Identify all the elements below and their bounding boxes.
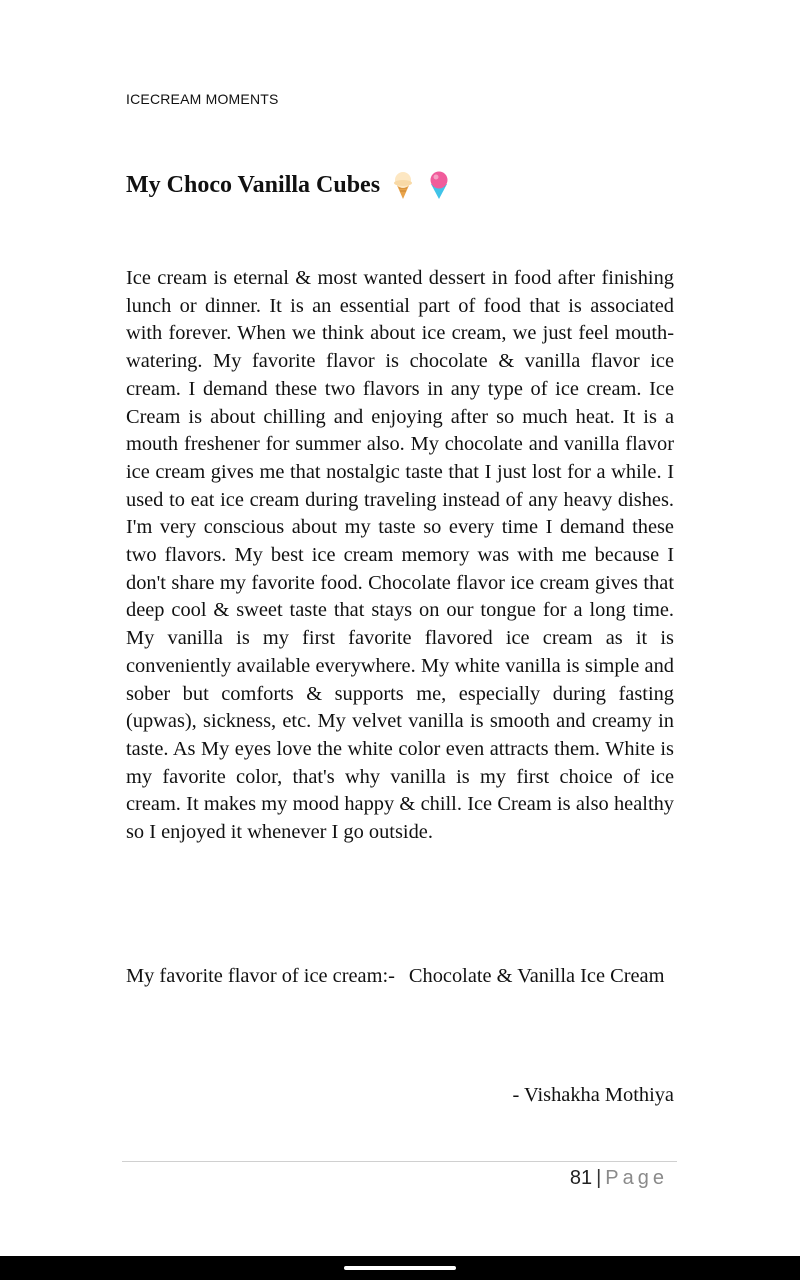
article-title: My Choco Vanilla Cubes <box>126 171 381 198</box>
home-indicator[interactable] <box>344 1266 456 1270</box>
shaved-ice-icon <box>428 170 450 200</box>
page-label: Page <box>605 1167 668 1189</box>
footer-divider <box>122 1161 677 1162</box>
title-row <box>126 170 450 200</box>
article-body: Ice cream is eternal & most wanted dessert in food after finishing lunch or dinner. It is an essential part of food that is associated with forever. When we think about ice cream, we just feel mouth-watering. My favorite flavor is chocolate & vanilla flavor ice cream. I demand these two flavors in any type of ice cream. Ice Cream is about chilling and enjoying after so much heat. It is a mouth freshener for summer also. My chocolate and vanilla flavor ice cream gives me that nostalgic taste that I just lost for a while. I used to eat ice cream during traveling instead of any heavy dishes. I'm very conscious about my taste so every time I demand these two flavors. My best ice cream memory was with me because I don't share my favorite food. Chocolate flavor ice cream gives that deep cool & sweet taste that stays on our tongue for a long time. My vanilla is my first favorite flavored ice cream as it is conveniently available everywhere. My white vanilla is simple and sober but comforts & supports me, especially during fasting (upwas), sickness, etc. My velvet vanilla is smooth and creamy in taste. As My eyes love the white color even attracts them. White is my favorite color, that's why vanilla is my first choice of ice cream. It makes my mood happy & chill. Ice Cream is also healthy so I enjoyed it whenever I go outside. <box>126 267 674 844</box>
favorite-flavor <box>126 963 674 991</box>
page-number: 81 <box>569 1167 593 1189</box>
favorite-flavor-label: My favorite flavor of ice cream:- <box>126 965 395 987</box>
running-header: ICECREAM MOMENTS <box>126 91 279 107</box>
author-signature: - Vishakha Mothiya <box>512 1084 674 1106</box>
favorite-flavor-value: Chocolate & Vanilla Ice Cream <box>408 965 665 987</box>
page-footer <box>570 1167 668 1190</box>
page-separator: | <box>596 1167 602 1189</box>
ice-cream-cone-icon <box>392 170 414 200</box>
